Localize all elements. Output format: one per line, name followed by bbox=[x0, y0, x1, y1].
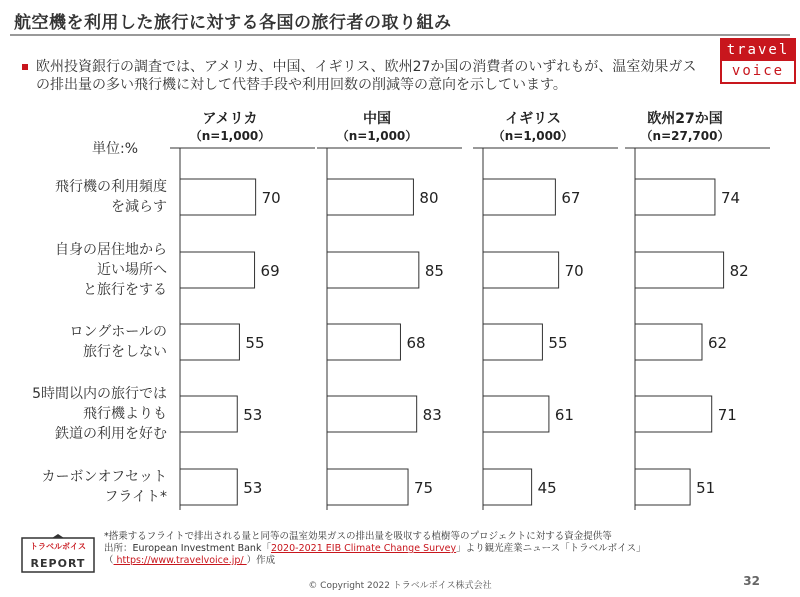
footnote-line-3 bbox=[104, 555, 646, 567]
bar bbox=[483, 324, 542, 360]
category-label-line: ロングホールの bbox=[69, 324, 167, 340]
bar bbox=[180, 324, 239, 360]
bar-value-label: 83 bbox=[422, 406, 442, 424]
logo-text-top: travel bbox=[722, 40, 794, 61]
footnote bbox=[104, 531, 646, 567]
country-name: アメリカ bbox=[202, 111, 258, 127]
footnote-source-pre: 出所：European Investment Bank「 bbox=[104, 543, 271, 554]
bar bbox=[327, 324, 400, 360]
category-label-line: フライト* bbox=[104, 489, 167, 505]
footnote-line-1: *搭乗するフライトで排出される量と同等の温室効果ガスの排出量を吸収する植樹等のプロジェクトに対する資金提供等 bbox=[104, 531, 612, 542]
bar-value-label: 82 bbox=[729, 262, 749, 280]
bar bbox=[180, 396, 237, 432]
bar-value-label: 85 bbox=[424, 262, 444, 280]
category-label-line: 飛行機の利用頻度 bbox=[55, 179, 167, 195]
bar bbox=[327, 179, 413, 215]
sample-size: （n=1,000） bbox=[492, 129, 574, 143]
bar-value-label: 71 bbox=[717, 406, 737, 424]
bar bbox=[180, 252, 255, 288]
bar-value-label: 68 bbox=[406, 334, 426, 352]
eib-survey-link[interactable]: 2020-2021 EIB Climate Change Survey bbox=[270, 543, 457, 554]
footnote-source-post: 」より観光産業ニュース「トラベルボイス」 bbox=[456, 543, 646, 554]
country-name: イギリス bbox=[505, 111, 561, 127]
bar-value-label: 53 bbox=[243, 479, 263, 497]
bar bbox=[180, 179, 256, 215]
bar-value-label: 75 bbox=[414, 479, 434, 497]
bar bbox=[635, 252, 724, 288]
category-label-line: 旅行をしない bbox=[83, 344, 167, 360]
bar-value-label: 53 bbox=[243, 406, 263, 424]
category-label-line: と旅行をする bbox=[83, 282, 167, 298]
travelvoice-url-link[interactable]: https://www.travelvoice.jp/ bbox=[113, 555, 247, 566]
category-label-line: カーボンオフセット bbox=[41, 469, 167, 485]
category-label-line: 自身の居住地から bbox=[55, 242, 167, 258]
intro-text: 欧州投資銀行の調査では、アメリカ、中国、イギリス、欧州27か国の消費者のいずれもが、温室効果ガスの排出量の多い飛行機に対して代替手段や利用回数の削減等の意向を示しています。 bbox=[36, 59, 697, 93]
bar bbox=[327, 396, 417, 432]
bar bbox=[635, 396, 712, 432]
bar-value-label: 69 bbox=[260, 262, 280, 280]
bar-value-label: 67 bbox=[561, 189, 581, 207]
bar-value-label: 51 bbox=[696, 479, 716, 497]
bar bbox=[635, 324, 702, 360]
report-badge bbox=[18, 534, 98, 576]
page-title: 航空機を利用した旅行に対する各国の旅行者の取り組み bbox=[14, 13, 452, 33]
bar bbox=[327, 252, 419, 288]
bar bbox=[327, 469, 408, 505]
bar bbox=[483, 179, 555, 215]
page-number: 32 bbox=[743, 574, 760, 588]
country-name: 中国 bbox=[363, 111, 391, 127]
bar-value-label: 70 bbox=[261, 189, 281, 207]
category-label-line: 鉄道の利用を好む bbox=[55, 426, 167, 442]
report-badge-top-text: トラベルボイス bbox=[30, 542, 86, 551]
bar-value-label: 55 bbox=[548, 334, 568, 352]
report-badge-bottom-text: REPORT bbox=[30, 557, 86, 570]
bar bbox=[180, 469, 237, 505]
bar-value-label: 45 bbox=[537, 479, 557, 497]
bar-value-label: 80 bbox=[419, 189, 439, 207]
copyright: © Copyright 2022 トラベルボイス株式会社 bbox=[308, 581, 492, 591]
bar-value-label: 61 bbox=[554, 406, 574, 424]
bar bbox=[635, 179, 715, 215]
category-label-line: 5時間以内の旅行では bbox=[32, 386, 167, 402]
sample-size: （n=27,700） bbox=[640, 129, 730, 143]
footnote-url-pre: （ bbox=[104, 555, 114, 566]
category-label-line: を減らす bbox=[111, 199, 167, 215]
bar bbox=[635, 469, 690, 505]
footnote-url-post: ）作成 bbox=[246, 555, 276, 566]
bar bbox=[483, 396, 549, 432]
unit-label: 単位:% bbox=[92, 141, 139, 157]
bar bbox=[483, 252, 559, 288]
sample-size: （n=1,000） bbox=[189, 129, 271, 143]
bar-value-label: 74 bbox=[720, 189, 741, 207]
bar-value-label: 55 bbox=[245, 334, 265, 352]
category-label-line: 飛行機よりも bbox=[83, 406, 167, 422]
category-label-line: 近い場所へ bbox=[97, 262, 167, 278]
bar-value-label: 70 bbox=[564, 262, 584, 280]
country-name: 欧州27か国 bbox=[647, 111, 723, 127]
footnote-line-2 bbox=[104, 543, 646, 555]
bar-value-label: 62 bbox=[707, 334, 728, 352]
bar bbox=[483, 469, 532, 505]
logo-text-bottom: voice bbox=[722, 61, 794, 82]
sample-size: （n=1,000） bbox=[336, 129, 418, 143]
